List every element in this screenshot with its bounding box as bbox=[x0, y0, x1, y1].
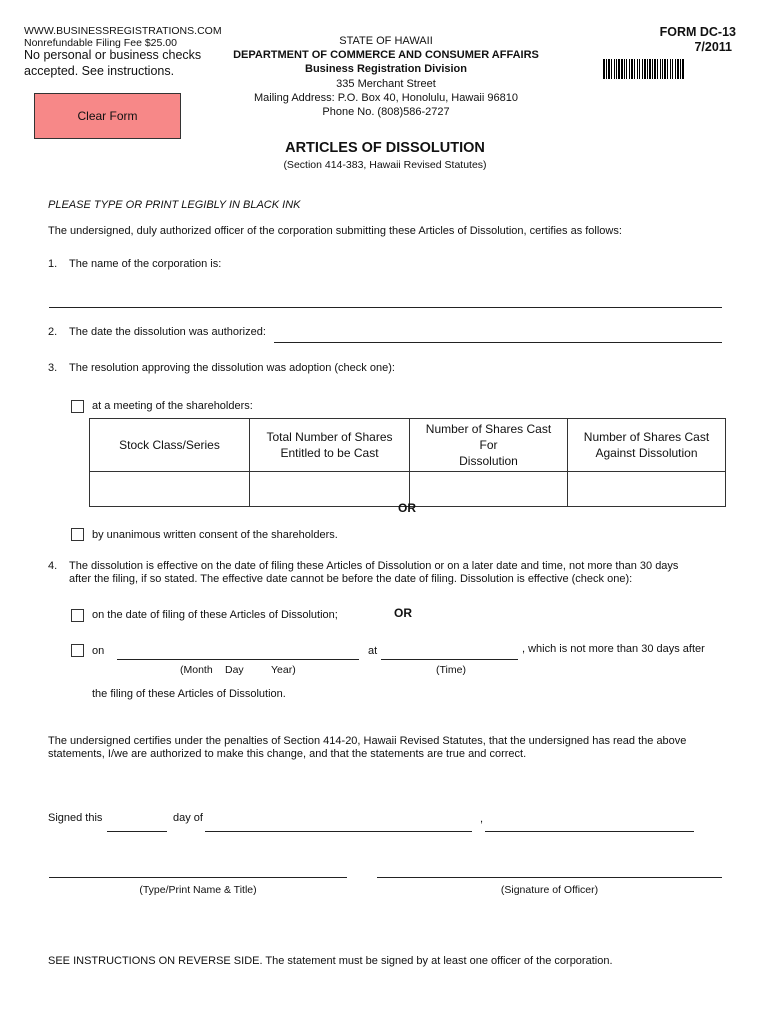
department-name: DEPARTMENT OF COMMERCE AND CONSUMER AFFAIRS bbox=[233, 49, 539, 61]
barcode-icon bbox=[603, 59, 735, 79]
col-total-shares-line2: Entitled to be Cast bbox=[280, 446, 379, 460]
clear-form-button[interactable]: Clear Form bbox=[34, 93, 181, 139]
item-4-line-2: after the filing, if so stated. The effective date cannot be before the date of filing. Dissolution is effective (check one): bbox=[69, 573, 633, 585]
certification-line-1: The undersigned certifies under the penalties of Section 414-20, Hawaii Revised Statutes, that the undersigned has read the above bbox=[48, 735, 687, 747]
or-separator-2: OR bbox=[394, 606, 412, 620]
checks-notice-1: No personal or business checks bbox=[24, 48, 202, 62]
signed-year-field[interactable] bbox=[485, 831, 694, 832]
form-subtitle: (Section 414-383, Hawaii Revised Statutes) bbox=[283, 159, 487, 171]
total-shares-cell[interactable] bbox=[250, 472, 410, 507]
item-4-line-1: The dissolution is effective on the date of filing these Articles of Dissolution or on a later date and time, not more than 30 days bbox=[69, 560, 679, 572]
thirty-days-note: , which is not more than 30 days after bbox=[522, 643, 705, 655]
shares-for-cell[interactable] bbox=[410, 472, 568, 507]
signed-month-field[interactable] bbox=[205, 831, 472, 832]
filing-tail-text: the filing of these Articles of Dissolution. bbox=[92, 688, 286, 700]
filing-fee: Nonrefundable Filing Fee $25.00 bbox=[24, 37, 177, 49]
stock-class-cell[interactable] bbox=[90, 472, 250, 507]
name-title-field[interactable] bbox=[49, 877, 347, 878]
col-total-shares-line1: Total Number of Shares bbox=[266, 430, 393, 444]
col-shares-for-line2: Dissolution bbox=[459, 454, 518, 468]
item-3-label: The resolution approving the dissolution was adoption (check one): bbox=[69, 362, 395, 374]
col-stock-class: Stock Class/Series bbox=[90, 419, 250, 472]
mailing-address: Mailing Address: P.O. Box 40, Honolulu, Hawaii 96810 bbox=[254, 92, 518, 104]
day-of-label: day of bbox=[173, 812, 203, 824]
item-4-number: 4. bbox=[48, 560, 58, 572]
date-comma: , bbox=[480, 813, 484, 825]
signature-label: (Signature of Officer) bbox=[500, 884, 599, 896]
unanimous-option-label: by unanimous written consent of the shareholders. bbox=[92, 529, 338, 541]
item-1-label: The name of the corporation is: bbox=[69, 258, 222, 270]
signed-this-label: Signed this bbox=[48, 812, 103, 824]
time-label: (Time) bbox=[436, 664, 466, 676]
year-label: Year) bbox=[271, 664, 296, 676]
at-label: at bbox=[368, 645, 378, 657]
form-date: 7/2011 bbox=[694, 40, 732, 54]
later-date-option-label: on bbox=[92, 645, 105, 657]
intro-statement: The undersigned, duly authorized officer of the corporation submitting these Articles of Dissolution, certifies as follows: bbox=[48, 225, 622, 237]
website-url: WWW.BUSINESSREGISTRATIONS.COM bbox=[24, 25, 222, 37]
month-label: (Month bbox=[180, 664, 213, 676]
col-total-shares bbox=[250, 419, 410, 472]
day-label: Day bbox=[225, 664, 244, 676]
item-1-number: 1. bbox=[48, 258, 58, 270]
meeting-checkbox[interactable] bbox=[71, 400, 84, 413]
col-shares-for-line1: Number of Shares Cast For bbox=[425, 422, 552, 452]
filing-date-checkbox[interactable] bbox=[71, 609, 84, 622]
table-header-row bbox=[90, 419, 726, 472]
authorization-date-field[interactable] bbox=[274, 342, 722, 343]
later-date-checkbox[interactable] bbox=[71, 644, 84, 657]
shares-table bbox=[89, 418, 726, 507]
signed-day-field[interactable] bbox=[107, 831, 167, 832]
checks-notice-2: accepted. See instructions. bbox=[24, 64, 175, 78]
corporation-name-field[interactable] bbox=[49, 307, 722, 308]
col-shares-against-line2: Against Dissolution bbox=[595, 446, 698, 460]
officer-signature-field[interactable] bbox=[377, 877, 722, 878]
effective-time-field[interactable] bbox=[381, 659, 518, 660]
effective-date-field[interactable] bbox=[117, 659, 359, 660]
phone-number: Phone No. (808)586-2727 bbox=[322, 106, 450, 118]
filing-date-option-label: on the date of filing of these Articles of Dissolution; bbox=[92, 609, 338, 621]
meeting-option-label: at a meeting of the shareholders: bbox=[92, 400, 253, 412]
ink-instruction: PLEASE TYPE OR PRINT LEGIBLY IN BLACK INK bbox=[48, 199, 301, 211]
col-shares-for bbox=[410, 419, 568, 472]
item-2-label: The date the dissolution was authorized: bbox=[69, 326, 266, 338]
form-number: FORM DC-13 bbox=[659, 25, 736, 39]
item-2-number: 2. bbox=[48, 326, 58, 338]
unanimous-checkbox[interactable] bbox=[71, 528, 84, 541]
form-title: ARTICLES OF DISSOLUTION bbox=[285, 140, 485, 156]
or-separator-1: OR bbox=[398, 501, 416, 515]
footer-instructions: SEE INSTRUCTIONS ON REVERSE SIDE. The statement must be signed by at least one officer of the corporation. bbox=[48, 955, 613, 967]
item-3-number: 3. bbox=[48, 362, 58, 374]
col-shares-against bbox=[568, 419, 726, 472]
name-title-label: (Type/Print Name & Title) bbox=[139, 884, 257, 896]
certification-line-2: statements, I/we are authorized to make this change, and that the statements are true and correct. bbox=[48, 748, 527, 760]
state-name: STATE OF HAWAII bbox=[339, 35, 433, 47]
street-address: 335 Merchant Street bbox=[336, 78, 436, 90]
shares-against-cell[interactable] bbox=[568, 472, 726, 507]
col-shares-against-line1: Number of Shares Cast bbox=[583, 430, 710, 444]
division-name: Business Registration Division bbox=[305, 63, 467, 75]
